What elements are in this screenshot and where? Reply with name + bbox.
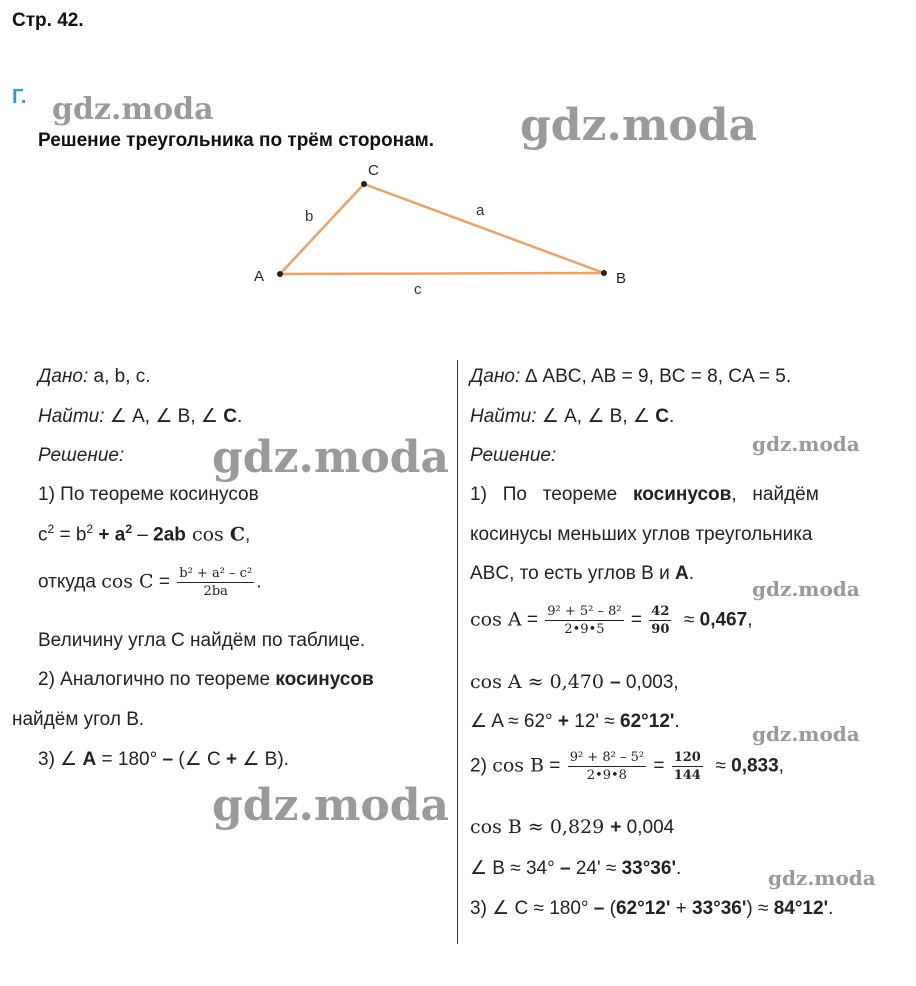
step1-l3-bold: A — [675, 563, 689, 584]
right-step3 — [470, 897, 833, 920]
side-a-line — [364, 184, 604, 273]
watermark: gdz.moda — [752, 722, 860, 746]
given-label: Дано: — [470, 366, 521, 387]
section-title: Решение треугольника по трём сторонам. — [38, 130, 435, 151]
step2-text: 2) Аналогично по теореме — [38, 669, 276, 690]
step3-plus: + — [225, 749, 238, 770]
column-divider — [457, 360, 458, 944]
vertex-a-point — [277, 271, 283, 277]
find-value: ∠ A, ∠ B, ∠ — [536, 406, 656, 427]
side-c-line — [280, 273, 604, 274]
side-b-line — [280, 184, 364, 274]
formula-c: c — [38, 524, 48, 546]
step1-end: , найдём — [731, 484, 819, 505]
given-value: a, b, c. — [88, 366, 151, 387]
cosA-line2-text: cos A ≈ 0,470 — [470, 671, 611, 693]
given-value: ∆ ABC, AB = 9, BC = 8, CA = 5. — [520, 366, 792, 387]
formula-C: C — [229, 523, 245, 546]
angleB-result: 33°36' — [621, 858, 676, 879]
eq-sign: = — [153, 571, 176, 593]
step3-dash: – — [588, 898, 610, 919]
vertex-b-label: B — [616, 270, 627, 287]
watermark: gdz.moda — [768, 866, 876, 890]
angleB-dash: – — [554, 858, 576, 879]
left-step2 — [38, 669, 374, 691]
formula-b-exp: 2 — [86, 522, 94, 536]
vertex-a-label: A — [254, 268, 265, 285]
cosC-fraction — [177, 566, 254, 599]
step2-label: 2) — [470, 755, 493, 777]
cosA-line2-end: 0,003, — [620, 672, 679, 693]
cosB-line2-end: 0,004 — [621, 817, 675, 838]
right-cosB-line2 — [470, 816, 674, 839]
fraction-denominator: 2•9•8 — [586, 768, 627, 783]
side-a-label: a — [476, 202, 485, 219]
step3-text: 3) ∠ C ≈ 180° — [470, 898, 589, 919]
vertex-c-label: C — [368, 162, 379, 179]
step3-result: 84°12' — [773, 898, 829, 919]
step3-rest: (∠ C — [178, 749, 226, 770]
angleA-mid: 12' ≈ — [574, 711, 621, 732]
step3-plus: + — [670, 898, 692, 919]
cosB-line2-text: cos B ≈ 0,829 — [470, 816, 611, 838]
right-step1-line3 — [470, 563, 694, 585]
find-value-bold: C — [655, 406, 669, 427]
fraction-denominator: 2•9•5 — [564, 622, 605, 637]
fraction-numerator: 120 — [673, 750, 701, 765]
cosA-approx: 0,467 — [699, 609, 748, 631]
page-number-text: Стр. 42 — [12, 10, 79, 31]
left-solution-label: Решение: — [38, 445, 125, 466]
step3-paren-close: ) ≈ — [746, 898, 774, 919]
find-value: ∠ A, ∠ B, ∠ — [104, 406, 224, 427]
watermark: gdz.moda — [212, 780, 450, 831]
cosB-fraction — [568, 750, 646, 783]
right-angleB — [470, 857, 681, 880]
formula-plus: + — [93, 524, 115, 546]
fraction-numerator: 9² + 5² – 8² — [547, 604, 622, 619]
left-step2-line2: найдём угол B. — [12, 709, 145, 730]
right-solution-label: Решение: — [470, 445, 557, 466]
given-label: Дано: — [38, 366, 89, 387]
cosC-label: cos C — [101, 570, 154, 593]
watermark: gdz.moda — [212, 432, 450, 483]
formula-a-exp: 2 — [125, 522, 133, 536]
find-label: Найти: — [38, 406, 105, 427]
find-value-bold: C — [223, 406, 237, 427]
cosA-fraction2 — [649, 604, 671, 637]
left-whence — [38, 566, 261, 599]
fraction-numerator: b² + a² – c² — [179, 566, 253, 581]
side-c-label: c — [414, 281, 422, 298]
fraction-denominator: 90 — [651, 622, 670, 637]
watermark: gdz.moda — [52, 92, 214, 127]
find-value-end: . — [236, 406, 243, 427]
step3-paren-open: ( — [609, 898, 616, 919]
left-given — [38, 366, 151, 388]
find-value-end: . — [668, 406, 675, 427]
step1-l3-end: . — [688, 563, 695, 584]
step2-bold: косинусов — [275, 669, 374, 690]
vertex-b-point — [601, 270, 607, 276]
period: . — [256, 571, 262, 593]
fraction-numerator: 9² + 8² – 5² — [569, 750, 645, 765]
watermark: gdz.moda — [752, 432, 860, 456]
formula-cos: cos — [185, 523, 230, 546]
angleB-end: . — [675, 858, 682, 879]
page-number-dot: . — [78, 10, 84, 31]
triangle-diagram — [0, 0, 916, 340]
left-find — [38, 405, 242, 428]
angleA-plus: + — [552, 711, 575, 732]
angleA-end: . — [674, 711, 680, 732]
step3-dash: – — [157, 749, 179, 770]
step3-end: . — [828, 898, 834, 919]
cosA-fraction — [545, 604, 623, 637]
step1-text: 1) По теореме — [470, 484, 634, 505]
watermark: gdz.moda — [752, 577, 860, 601]
right-find — [470, 405, 674, 428]
formula-a: a — [114, 524, 126, 546]
left-table-note: Величину угла C найдём по таблице. — [38, 630, 366, 651]
side-b-label: b — [305, 208, 314, 225]
formula-exp: 2 — [47, 522, 55, 536]
step1-bold: косинусов — [633, 484, 732, 505]
left-formula — [38, 522, 250, 546]
right-cosA: cos A = $\frac{\text{9² + 5² – 8²}}{2•9•5}$ = $\frac{42}{90}$ ≈ 0,467, — [470, 604, 753, 637]
fraction-denominator: 2ba — [203, 584, 228, 599]
step3-prefix: 3) ∠ — [38, 749, 83, 770]
left-step3 — [38, 748, 289, 771]
cosA-label: cos A — [470, 608, 522, 631]
right-step1-line1 — [470, 484, 819, 506]
right-cosA-line2 — [470, 671, 679, 694]
section-letter: Г. — [12, 86, 27, 108]
formula-end: , — [244, 524, 251, 546]
formula-ab: 2ab — [153, 524, 186, 546]
fraction-denominator: 144 — [673, 768, 701, 783]
left-step1: 1) По теореме косинусов — [38, 484, 259, 505]
formula-eq: = b — [54, 524, 87, 546]
step1-l3-text: ABC, то есть углов B и — [470, 563, 676, 584]
cosB-fraction2 — [672, 750, 703, 783]
cosB-label: cos B — [492, 754, 545, 777]
step3-A: A — [82, 749, 97, 770]
right-given — [470, 366, 791, 388]
right-cosB: 2) cos B = $\frac{\text{9² + 8² – 5²}}{2•9•8}$ = $\frac{120}{144}$ ≈ 0,833, — [470, 750, 784, 783]
vertex-c-point — [361, 181, 367, 187]
watermark: gdz.moda — [520, 100, 758, 151]
angleB-text: ∠ B ≈ 34° — [470, 858, 555, 879]
right-angleA — [470, 710, 680, 733]
step3-v2: 33°36' — [692, 898, 747, 919]
step3-mid: = 180° — [96, 749, 158, 770]
cosA-line2-dash: – — [610, 672, 621, 693]
formula-minus: – — [132, 524, 154, 546]
cosB-line2-plus: + — [610, 817, 622, 838]
whence-text: откуда — [38, 571, 96, 593]
cosB-approx: 0,833 — [731, 755, 779, 777]
angleA-result: 62°12' — [620, 711, 675, 732]
fraction-numerator: 42 — [651, 604, 670, 619]
step3-v1: 62°12' — [615, 898, 671, 919]
right-step1-line2: косинусы меньших углов треугольника — [470, 524, 813, 545]
find-label: Найти: — [470, 406, 537, 427]
angleA-text: ∠ A ≈ 62° — [470, 711, 553, 732]
angleB-mid: 24' ≈ — [575, 858, 622, 879]
step3-end: ∠ B). — [237, 749, 289, 770]
